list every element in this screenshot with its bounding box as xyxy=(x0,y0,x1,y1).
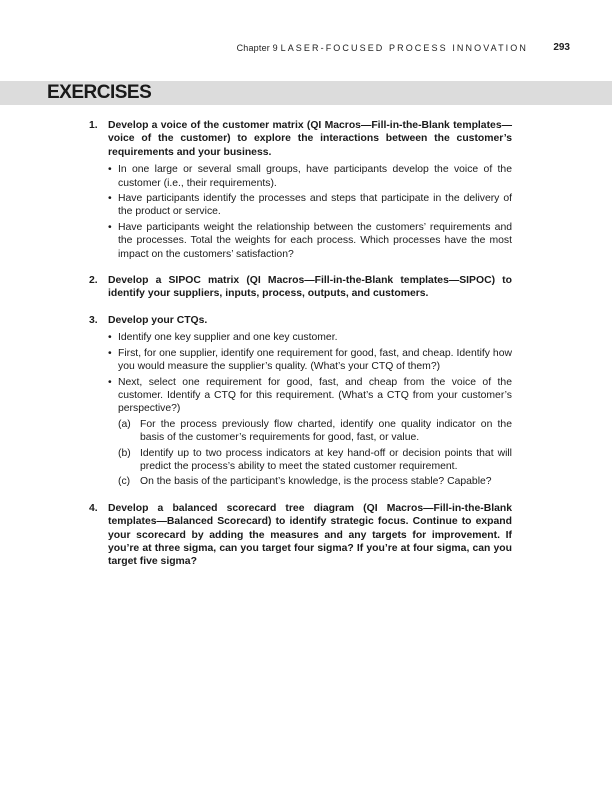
bullet-icon: • xyxy=(108,164,112,176)
list-item-text: First, for one supplier, identify one requirement for good, fast, and cheap. Identify how you would measure the supplier’s quality. (What’s your CTQ of them?) xyxy=(118,347,512,373)
section-title: EXERCISES xyxy=(47,82,152,103)
bullet-icon: • xyxy=(108,193,112,205)
exercise-1 xyxy=(89,119,512,261)
exercise-heading-text: Develop a balanced scorecard tree diagram (QI Macros—Fill-in-the-Blank templates—Balanced Scorecard) to identify strategic focus. Continue to expand your scorecard by adding the measures and any targets for improvement. If you’re at three sigma, can you target four sigma? If you’re at four sigma, can you target five sigma? xyxy=(108,502,512,568)
chapter-label: Chapter 9 xyxy=(236,43,278,53)
exercise-number: 3. xyxy=(89,314,98,326)
list-item xyxy=(108,163,512,190)
bullet-icon: • xyxy=(108,332,112,344)
list-item-text: Next, select one requirement for good, fast, and cheap from the voice of the customer. Identify a CTQ for this requirement. (What’s a CTQ from your customer’s perspective?) xyxy=(118,376,512,415)
list-item xyxy=(108,192,512,219)
sub-item-letter: (b) xyxy=(118,447,131,459)
exercise-heading xyxy=(89,314,512,327)
exercise-heading xyxy=(89,502,512,569)
bullet-icon: • xyxy=(108,347,112,359)
exercise-list xyxy=(89,119,512,582)
exercise-3 xyxy=(89,314,512,489)
list-item xyxy=(108,347,512,374)
sub-list xyxy=(118,418,512,489)
exercise-2 xyxy=(89,274,512,301)
page-number: 293 xyxy=(553,42,570,53)
bullet-icon: • xyxy=(108,221,112,233)
chapter-title: LASER-FOCUSED PROCESS INNOVATION xyxy=(280,43,528,53)
sub-item xyxy=(118,447,512,474)
chapter-heading xyxy=(237,43,528,53)
exercise-heading xyxy=(89,274,512,301)
list-item-text: Have participants identify the processes and steps that participate in the delivery of the product or service. xyxy=(118,193,512,218)
exercise-heading-text: Develop a SIPOC matrix (QI Macros—Fill-in-the-Blank templates—SIPOC) to identify your suppliers, inputs, process, outputs, and customers. xyxy=(108,275,512,300)
list-item xyxy=(108,221,512,261)
bullet-icon: • xyxy=(108,376,112,388)
exercise-number: 4. xyxy=(89,502,98,514)
sub-item-letter: (a) xyxy=(118,418,131,430)
list-item-text: Have participants weight the relationship between the customers’ requirements and the processes. Total the weights for each process. Which processes have the most impact on the customers’ satisfaction? xyxy=(118,221,512,260)
exercise-number: 2. xyxy=(89,275,98,287)
list-item xyxy=(108,376,512,489)
exercise-heading xyxy=(89,119,512,159)
sub-item-text: On the basis of the participant’s knowledge, is the process stable? Capable? xyxy=(140,476,492,488)
list-item xyxy=(108,331,512,344)
sub-item-text: Identify up to two process indicators at key hand-off or decision points that will predict the process’s ability to meet the stated customer requirement. xyxy=(140,447,512,472)
bullet-list xyxy=(108,163,512,261)
exercise-heading-text: Develop a voice of the customer matrix (QI Macros—Fill-in-the-Blank templates—voice of the customer) to explore the interactions between the customer’s requirements and your business. xyxy=(108,120,512,158)
section-band xyxy=(0,81,612,105)
exercise-number: 1. xyxy=(89,120,98,131)
sub-item-letter: (c) xyxy=(118,476,131,488)
sub-item-text: For the process previously flow charted, identify one quality indicator on the basis of the customer’s requirements for good, fast, or value. xyxy=(140,418,512,444)
sub-item xyxy=(118,475,512,488)
list-item-text: In one large or several small groups, have participants develop the voice of the customer (i.e., their requirements). xyxy=(118,164,512,189)
exercise-4 xyxy=(89,502,512,569)
list-item-text: Identify one key supplier and one key customer. xyxy=(118,332,338,344)
running-head xyxy=(0,42,612,58)
sub-item xyxy=(118,418,512,445)
exercise-heading-text: Develop your CTQs. xyxy=(108,314,208,326)
bullet-list xyxy=(108,331,512,488)
